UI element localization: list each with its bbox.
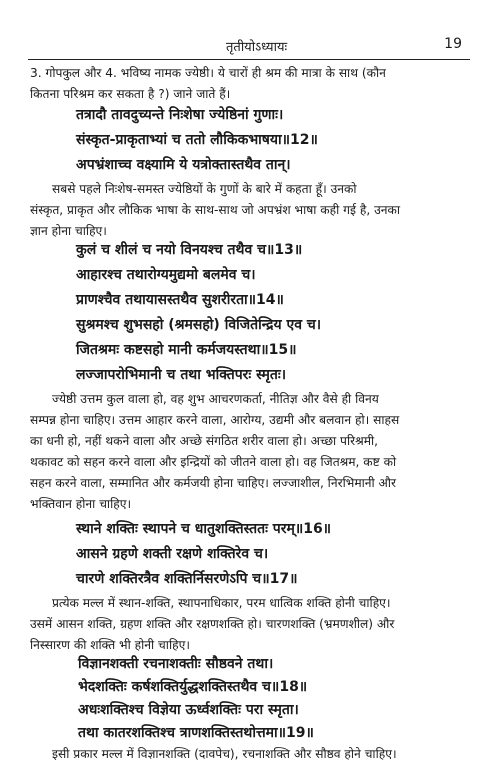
text-line: सबसे पहले निःशेष-समस्त ज्येष्ठियों के गुणों के बारे में कहता हूँ। उनको (52, 182, 357, 196)
text-line: कितना परिश्रम कर सकता है ?) जाने जाते हैं। (30, 87, 231, 101)
header-rule (28, 59, 470, 60)
verse-line: सुश्रमश्च शुभसहो (श्रमसहो) विजितेन्द्रिय एव च। (76, 317, 322, 333)
intro-paragraph (30, 63, 470, 105)
text-line: निस्सारण की शक्ति भी होनी चाहिए। (30, 638, 190, 652)
verse-line: भेदशक्तिः कर्षशक्तिर्युद्धशक्तिस्तथैव च॥18॥ (78, 679, 308, 695)
page-header (30, 37, 470, 59)
chapter-title: तृतीयोऽध्यायः (226, 40, 288, 55)
text-line: संस्कृत, प्राकृत और लौकिक भाषा के साथ-साथ जो अपभ्रंश भाषा कही गई है, उनका (30, 203, 401, 217)
text-line: प्रत्येक मल्ल में स्थान-शक्ति, स्थापनाधिकार, परम धात्विक शक्ति होनी चाहिए। (52, 596, 391, 610)
commentary-paragraph (30, 179, 470, 242)
verse-line: कुलं च शीलं च नयो विनयश्च तथैव च॥13॥ (76, 242, 303, 258)
text-line: 3. गोपकुल और 4. भविष्य नामक ज्येष्ठी। ये चारों ही श्रम की मात्रा के साथ (कौन (30, 66, 386, 80)
verse-line: स्थाने शक्तिः स्थापने च धातुशक्तिस्ततः परम्॥16॥ (76, 521, 332, 537)
text-line: सम्पन्न होना चाहिए। उत्तम आहार करने वाला, आरोग्य, उद्यमी और बलवान हो। साहस (30, 413, 400, 427)
verse-line: लज्जापरोभिमानी च तथा भक्तिपरः स्मृतः। (76, 367, 287, 383)
verse-block-16-17 (76, 517, 476, 592)
text-line: उसमें आसन शक्ति, ग्रहण शक्ति और रक्षणशक्ति हो। चारणशक्ति (भ्रमणशील) और (30, 617, 395, 631)
text-line: ज्ञान होना चाहिए। (30, 224, 107, 238)
verse-line: आहारश्च तथारोग्यमुद्यमो बलमेव च। (76, 267, 256, 283)
verse-line: संस्कृत-प्राकृताभ्यां च ततो लौकिकभाषया॥12॥ (76, 132, 318, 148)
text-line: इसी प्रकार मल्ल में विज्ञानशक्ति (दावपेच), रचनाशक्ति और सौष्ठव होने चाहिए। (52, 747, 397, 761)
page-number: 19 (444, 36, 462, 52)
verse-line: अधःशक्तिश्च विज्ञेया ऊर्ध्वशक्तिः परा स्मृता। (78, 702, 299, 718)
verse-line: तथा कातरशक्तिश्च त्राणशक्तिस्तथोत्तमा॥19॥ (78, 725, 314, 741)
verse-line: आसने ग्रहणे शक्ती रक्षणे शक्तिरेव च। (76, 546, 269, 562)
verse-line: प्राणश्चैव तथायासस्तथैव सुशरीरता॥14॥ (76, 292, 284, 308)
verse-line: अपभ्रंशाच्च वक्ष्यामि ये यत्रोक्तास्तथैव तान्। (76, 157, 291, 173)
commentary-paragraph (30, 593, 470, 656)
commentary-paragraph (30, 744, 470, 765)
verse-block-18-19 (78, 653, 478, 745)
verse-line: चारणे शक्तिरत्रैव शक्तिर्निसरणेऽपि च॥17॥ (76, 571, 298, 587)
text-line: का धनी हो, नहीं थकने वाला और अच्छे संगठित शरीर वाला हो। अच्छा परिश्रमी, (30, 434, 379, 448)
verse-line: तत्रादौ तावदुच्यन्ते निःशेषा ज्येष्ठिनां गुणाः। (76, 107, 284, 123)
verse-block-12 (76, 103, 476, 178)
text-line: ज्येष्ठी उत्तम कुल वाला हो, वह शुभ आचरणकर्ता, नीतिज्ञ और वैसे ही विनय (52, 392, 379, 406)
commentary-paragraph (30, 389, 470, 515)
text-line: सहन करने वाला, सम्मानित और कर्मजयी होना चाहिए। लज्जाशील, निरभिमानी और (30, 476, 397, 490)
verse-block-13-15 (76, 238, 476, 388)
text-line: भक्तिवान होना चाहिए। (30, 497, 132, 511)
text-line: थकावट को सहन करने वाला और इन्द्रियों को जीतने वाला हो। वह जितश्रम, कष्ट को (30, 455, 397, 469)
verse-line: विज्ञानशक्ती रचनाशक्तीः सौष्ठवने तथा। (78, 656, 274, 672)
verse-line: जितश्रमः कष्टसहो मानी कर्मजयस्तथा॥15॥ (76, 342, 297, 358)
